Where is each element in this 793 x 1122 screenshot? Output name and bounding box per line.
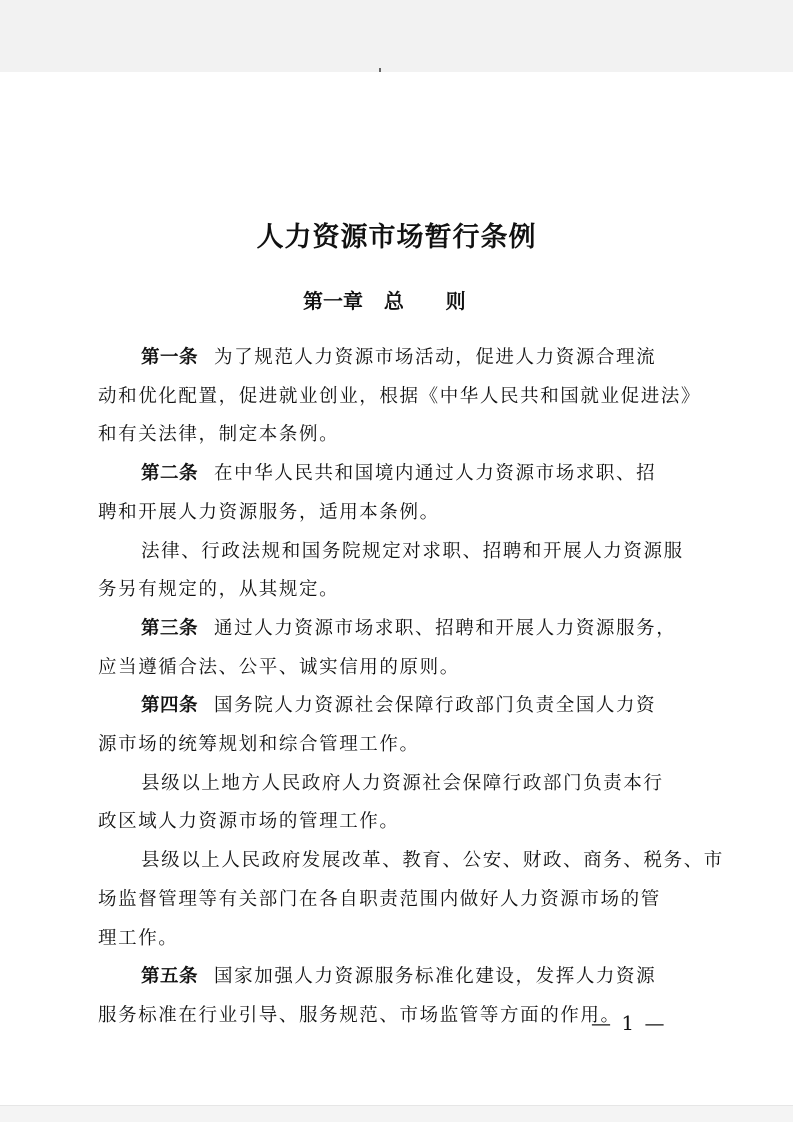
paragraph-text: 场监督管理等有关部门在各自职责范围内做好人力资源市场的管 [98, 888, 661, 910]
paragraph-text: 县级以上地方人民政府人力资源社会保障行政部门负责本行 [141, 772, 664, 794]
paragraph-text: 和有关法律，制定本条例。 [98, 424, 340, 446]
paragraph-text: 理工作。 [98, 927, 179, 949]
paragraph-text: 务另有规定的，从其规定。 [98, 579, 340, 601]
scan-bottom-margin [0, 1105, 793, 1122]
paragraph-text: 县级以上人民政府发展改革、教育、公安、财政、商务、税务、市 [141, 850, 724, 872]
article-number: 第四条 [141, 695, 199, 717]
page-number: — 1 — [591, 1011, 667, 1035]
paragraph-text: 政区域人力资源市场的管理工作。 [98, 811, 400, 833]
scan-top-margin [0, 0, 793, 72]
paragraph-text: 应当遵循合法、公平、诚实信用的原则。 [98, 656, 460, 678]
article-number: 第二条 [141, 463, 199, 485]
paragraph-text: 国务院人力资源社会保障行政部门负责全国人力资 [214, 695, 657, 717]
article-number: 第五条 [141, 966, 199, 988]
paragraph-text: 动和优化配置，促进就业创业，根据《中华人民共和国就业促进法》 [98, 385, 702, 407]
paragraph-text: 国家加强人力资源服务标准化建设，发挥人力资源 [214, 966, 657, 988]
document-title: 人力资源市场暂行条例 [256, 222, 537, 253]
article-number: 第一条 [141, 347, 199, 368]
paragraph-text: 聘和开展人力资源服务，适用本条例。 [98, 501, 440, 523]
chapter-heading: 第一章 总 则 [303, 289, 466, 313]
article-number: 第三条 [141, 617, 199, 639]
paragraph-text: 服务标准在行业引导、服务规范、市场监管等方面的作用。 [98, 1004, 621, 1026]
paragraph-text: 法律、行政法规和国务院规定对求职、招聘和开展人力资源服 [141, 540, 684, 562]
scan-speck [379, 68, 381, 72]
paragraph-text: 为了规范人力资源市场活动，促进人力资源合理流 [214, 347, 657, 368]
paragraph-text: 通过人力资源市场求职、招聘和开展人力资源服务， [214, 617, 677, 639]
paragraph-text: 在中华人民共和国境内通过人力资源市场求职、招 [214, 463, 657, 485]
paragraph-text: 源市场的统筹规划和综合管理工作。 [98, 734, 420, 755]
